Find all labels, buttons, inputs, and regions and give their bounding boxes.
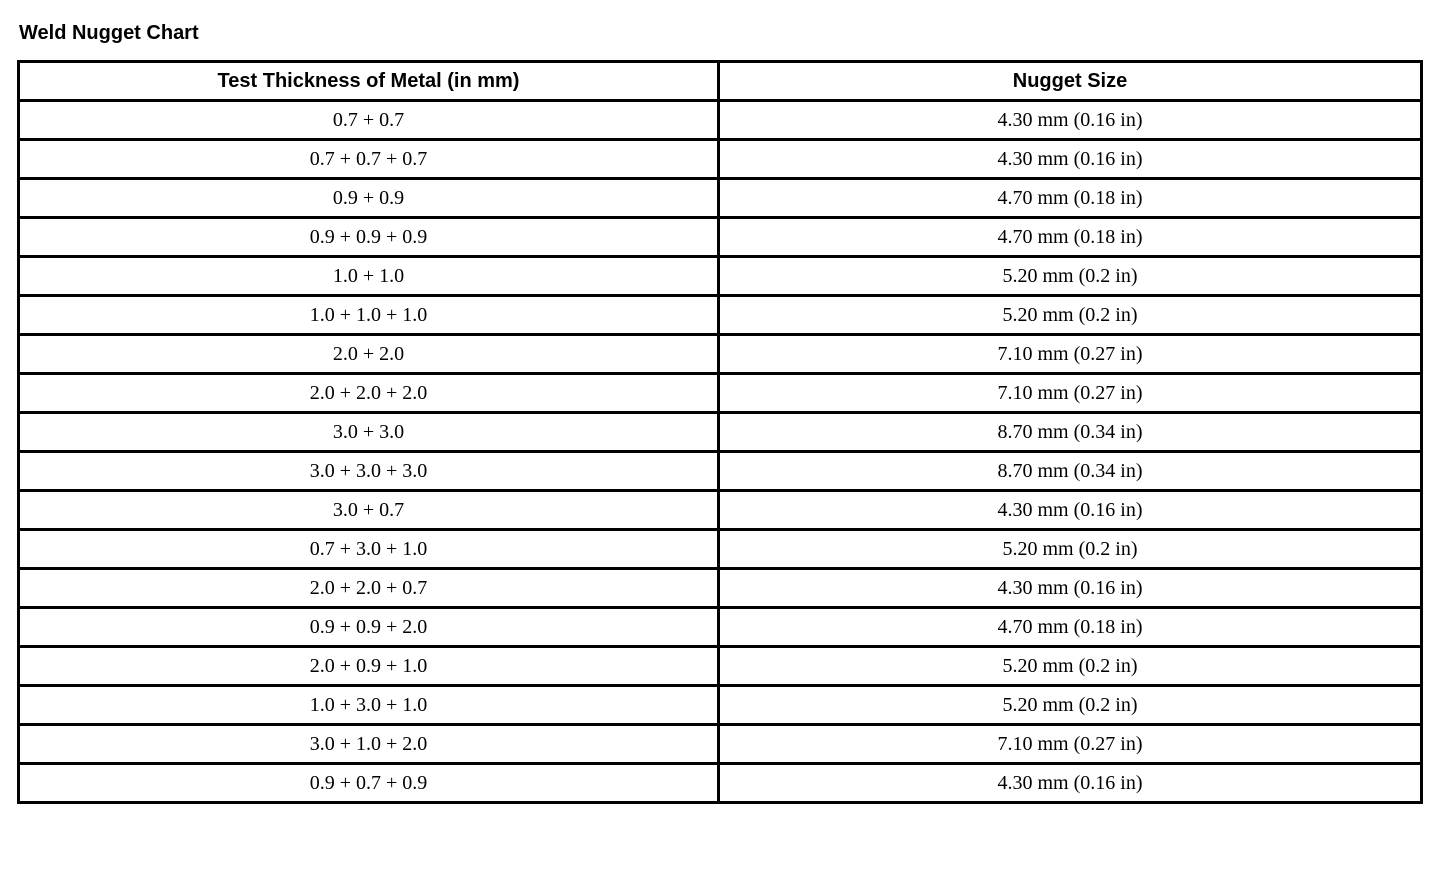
weld-nugget-table bbox=[17, 60, 1423, 804]
nugget-size-cell: 7.10 mm (0.27 in) bbox=[719, 725, 1422, 764]
table-row bbox=[19, 374, 1422, 413]
table-row bbox=[19, 647, 1422, 686]
nugget-size-cell: 7.10 mm (0.27 in) bbox=[719, 335, 1422, 374]
nugget-size-cell: 4.70 mm (0.18 in) bbox=[719, 218, 1422, 257]
nugget-size-cell: 5.20 mm (0.2 in) bbox=[719, 686, 1422, 725]
thickness-cell: 0.9 + 0.9 + 0.9 bbox=[19, 218, 719, 257]
nugget-size-cell: 4.30 mm (0.16 in) bbox=[719, 491, 1422, 530]
table-row bbox=[19, 569, 1422, 608]
table-row bbox=[19, 530, 1422, 569]
nugget-size-cell: 4.30 mm (0.16 in) bbox=[719, 140, 1422, 179]
thickness-cell: 0.7 + 0.7 bbox=[19, 101, 719, 140]
nugget-size-cell: 4.70 mm (0.18 in) bbox=[719, 179, 1422, 218]
nugget-size-cell: 4.30 mm (0.16 in) bbox=[719, 101, 1422, 140]
thickness-cell: 1.0 + 1.0 bbox=[19, 257, 719, 296]
table-row bbox=[19, 764, 1422, 803]
nugget-size-cell: 4.70 mm (0.18 in) bbox=[719, 608, 1422, 647]
thickness-cell: 2.0 + 0.9 + 1.0 bbox=[19, 647, 719, 686]
page-title: Weld Nugget Chart bbox=[19, 22, 199, 44]
thickness-cell: 1.0 + 1.0 + 1.0 bbox=[19, 296, 719, 335]
thickness-cell: 2.0 + 2.0 + 0.7 bbox=[19, 569, 719, 608]
table-row bbox=[19, 452, 1422, 491]
table-row bbox=[19, 218, 1422, 257]
nugget-size-cell: 7.10 mm (0.27 in) bbox=[719, 374, 1422, 413]
thickness-cell: 3.0 + 3.0 bbox=[19, 413, 719, 452]
table-row bbox=[19, 257, 1422, 296]
table-row bbox=[19, 179, 1422, 218]
table-row bbox=[19, 101, 1422, 140]
table-header-row bbox=[19, 62, 1422, 101]
table-row bbox=[19, 140, 1422, 179]
nugget-size-cell: 4.30 mm (0.16 in) bbox=[719, 569, 1422, 608]
table-row bbox=[19, 725, 1422, 764]
table-row bbox=[19, 686, 1422, 725]
table-row bbox=[19, 413, 1422, 452]
nugget-size-cell: 5.20 mm (0.2 in) bbox=[719, 257, 1422, 296]
thickness-cell: 3.0 + 3.0 + 3.0 bbox=[19, 452, 719, 491]
nugget-size-cell: 5.20 mm (0.2 in) bbox=[719, 647, 1422, 686]
thickness-cell: 0.9 + 0.9 bbox=[19, 179, 719, 218]
nugget-size-cell: 8.70 mm (0.34 in) bbox=[719, 452, 1422, 491]
table-row bbox=[19, 335, 1422, 374]
thickness-cell: 1.0 + 3.0 + 1.0 bbox=[19, 686, 719, 725]
nugget-size-cell: 8.70 mm (0.34 in) bbox=[719, 413, 1422, 452]
header-thickness: Test Thickness of Metal (in mm) bbox=[19, 62, 719, 101]
table-row bbox=[19, 491, 1422, 530]
table-row bbox=[19, 296, 1422, 335]
thickness-cell: 2.0 + 2.0 bbox=[19, 335, 719, 374]
nugget-size-cell: 5.20 mm (0.2 in) bbox=[719, 530, 1422, 569]
thickness-cell: 3.0 + 0.7 bbox=[19, 491, 719, 530]
thickness-cell: 3.0 + 1.0 + 2.0 bbox=[19, 725, 719, 764]
thickness-cell: 0.7 + 3.0 + 1.0 bbox=[19, 530, 719, 569]
thickness-cell: 0.9 + 0.7 + 0.9 bbox=[19, 764, 719, 803]
thickness-cell: 2.0 + 2.0 + 2.0 bbox=[19, 374, 719, 413]
nugget-size-cell: 4.30 mm (0.16 in) bbox=[719, 764, 1422, 803]
header-nugget-size: Nugget Size bbox=[719, 62, 1422, 101]
thickness-cell: 0.9 + 0.9 + 2.0 bbox=[19, 608, 719, 647]
thickness-cell: 0.7 + 0.7 + 0.7 bbox=[19, 140, 719, 179]
nugget-size-cell: 5.20 mm (0.2 in) bbox=[719, 296, 1422, 335]
table-row bbox=[19, 608, 1422, 647]
